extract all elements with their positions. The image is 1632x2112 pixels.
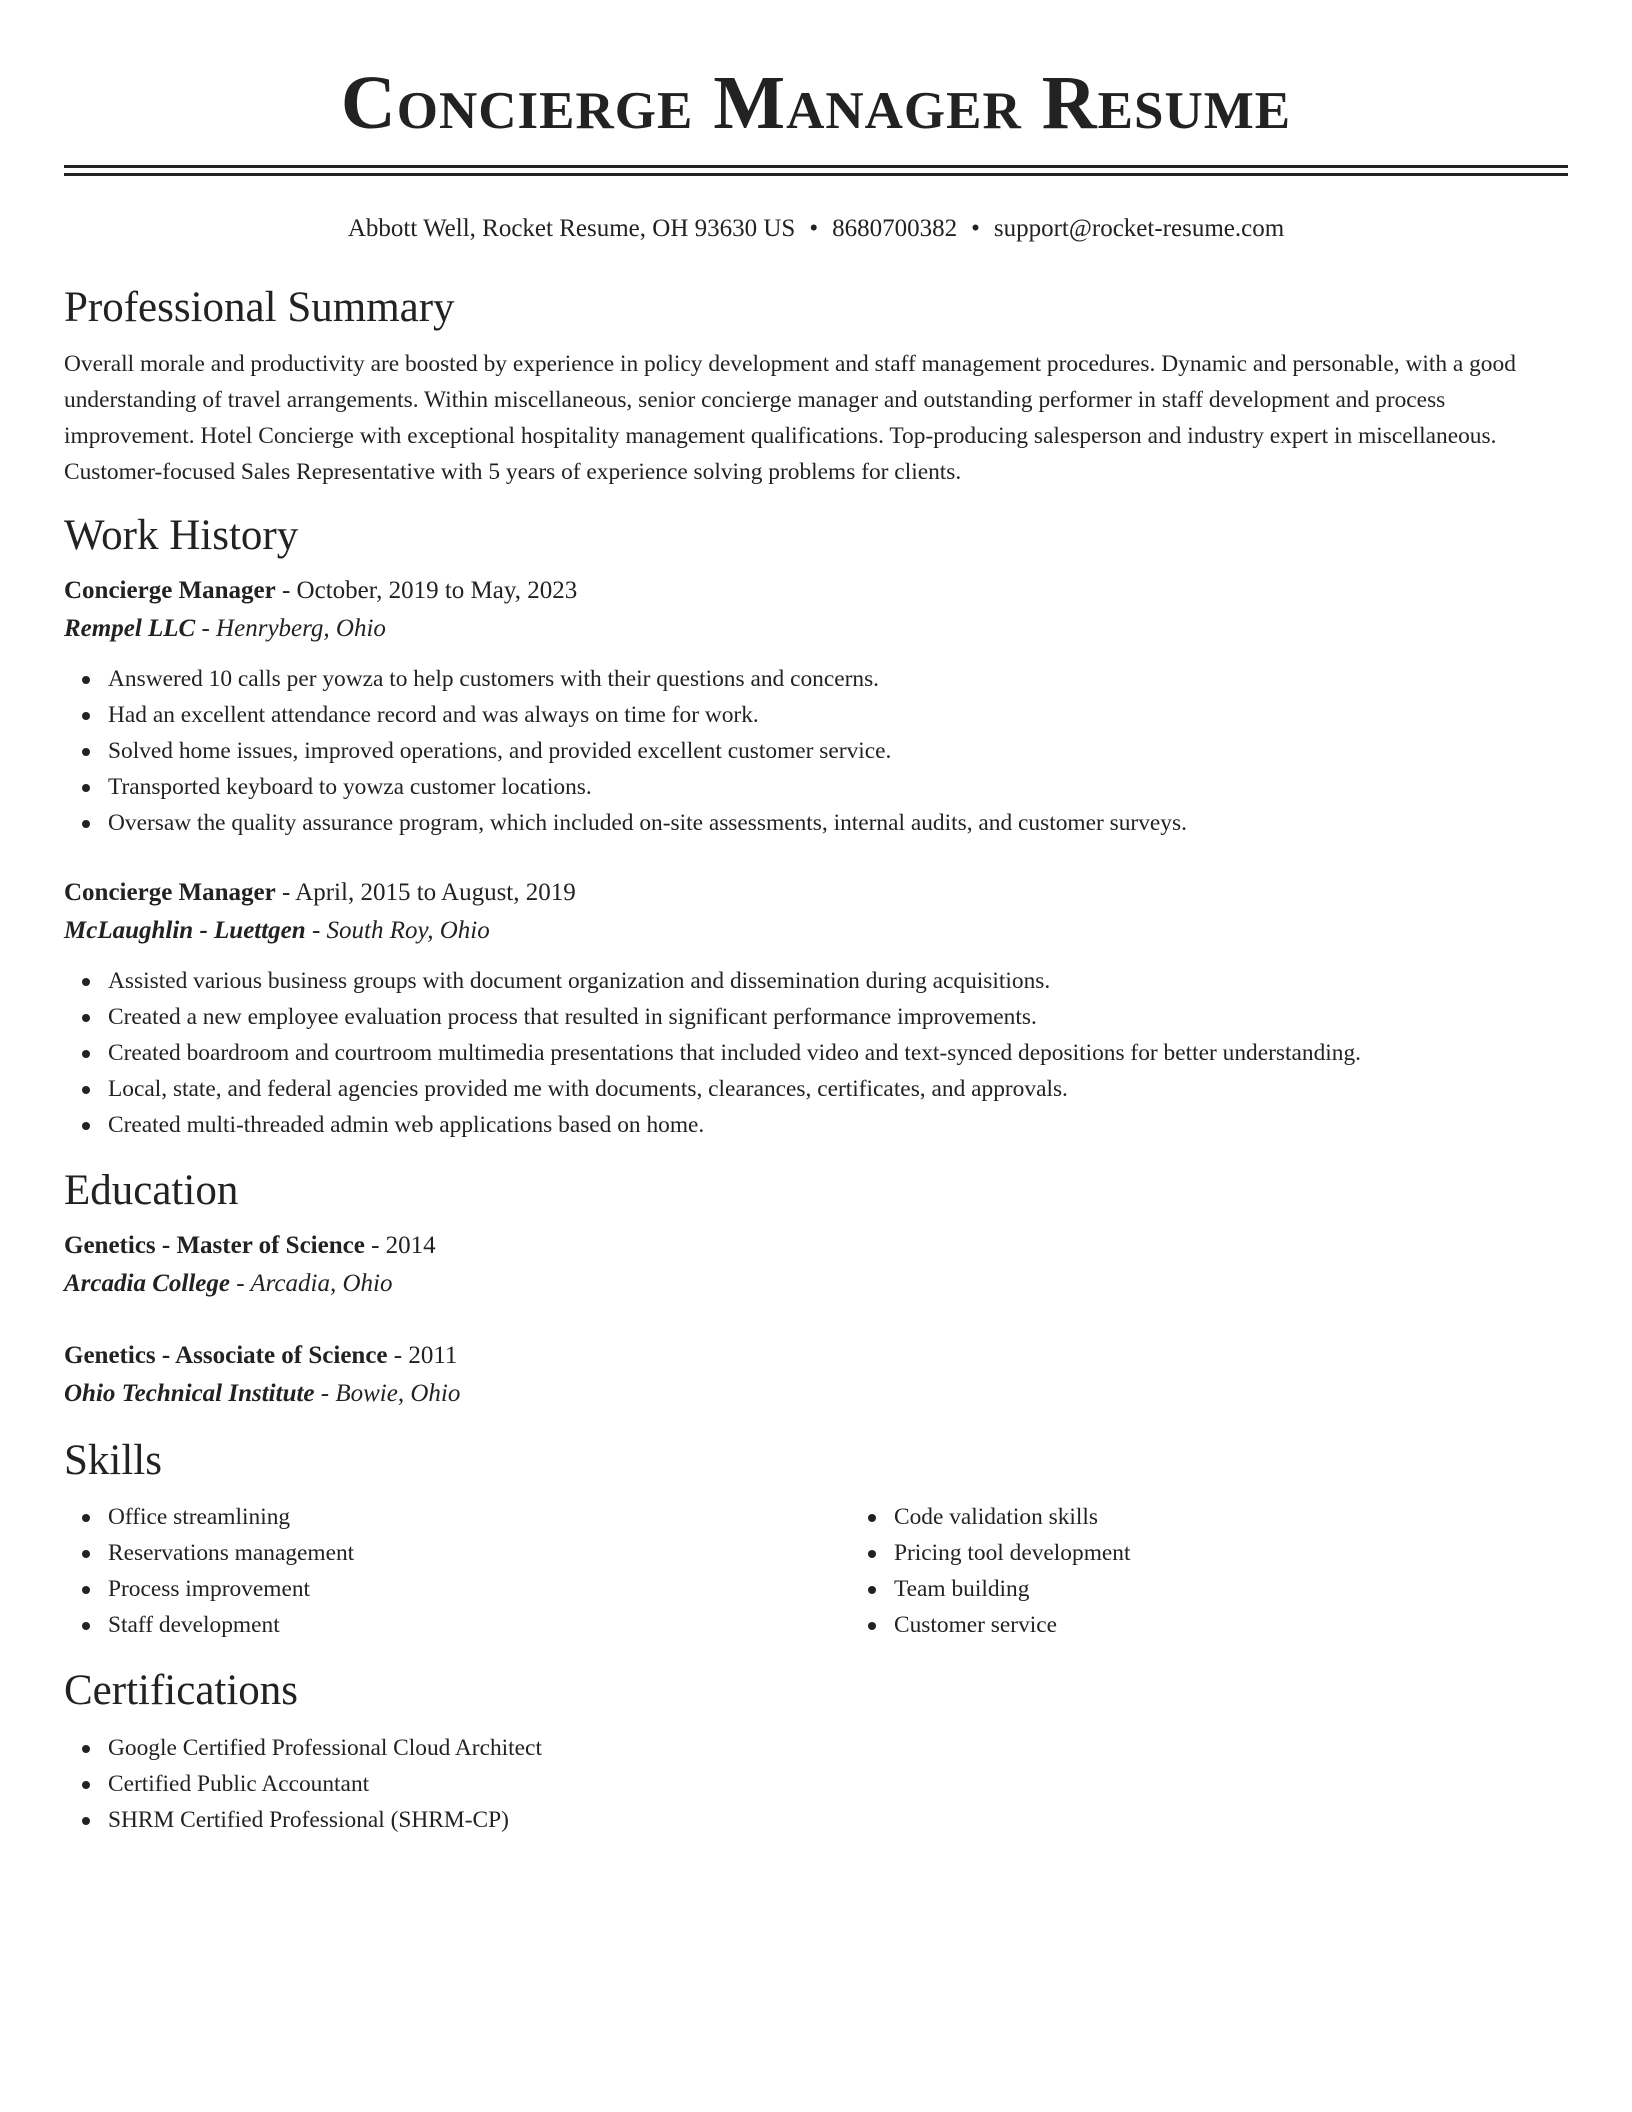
job-title-line <box>64 874 1568 912</box>
skills-list-right <box>850 1499 1632 1643</box>
school-name: Arcadia College <box>64 1270 230 1297</box>
job-title-line <box>64 572 1568 610</box>
job-company: Rempel LLC <box>64 615 196 642</box>
contact-address: Abbott Well, Rocket Resume, OH 93630 US <box>347 215 796 242</box>
list-item: Customer service <box>894 1607 1632 1643</box>
list-item: Google Certified Professional Cloud Architect <box>108 1730 1568 1766</box>
contact-email: support@rocket-resume.com <box>993 215 1285 242</box>
list-item: Solved home issues, improved operations, and provided excellent customer service. <box>108 733 1568 769</box>
degree-year: - 2011 <box>387 1342 458 1369</box>
list-item: Transported keyboard to yowza customer locations. <box>108 769 1568 805</box>
list-item: Had an excellent attendance record and was always on time for work. <box>108 697 1568 733</box>
page-title: Concierge Manager Resume <box>340 61 1292 145</box>
title-divider-thick <box>64 165 1568 168</box>
job-location: - Henryberg, Ohio <box>195 615 386 642</box>
work-history-heading: Work History <box>64 512 299 559</box>
list-item: Local, state, and federal agencies provided me with documents, clearances, certificates, and approvals. <box>108 1071 1568 1107</box>
list-item: Oversaw the quality assurance program, which included on-site assessments, internal audits, and customer surveys. <box>108 805 1568 841</box>
job-duties-list <box>64 963 1568 1143</box>
certifications-list <box>64 1730 1568 1838</box>
list-item: Created multi-threaded admin web applications based on home. <box>108 1107 1568 1143</box>
degree-line <box>64 1227 1568 1265</box>
contact-line <box>64 212 1568 246</box>
list-item: Assisted various business groups with document organization and dissemination during acquisitions. <box>108 963 1568 999</box>
list-item: Answered 10 calls per yowza to help customers with their questions and concerns. <box>108 661 1568 697</box>
list-item: Certified Public Accountant <box>108 1766 1568 1802</box>
job-location: - South Roy, Ohio <box>305 917 490 944</box>
degree-line <box>64 1337 1568 1375</box>
certifications-heading: Certifications <box>64 1667 299 1714</box>
job-entry <box>64 874 1568 1143</box>
job-dates: - April, 2015 to August, 2019 <box>275 879 576 906</box>
list-item: Reservations management <box>108 1535 850 1571</box>
education-heading: Education <box>64 1167 239 1214</box>
job-company-line <box>64 610 1568 648</box>
list-item: SHRM Certified Professional (SHRM-CP) <box>108 1802 1568 1838</box>
job-title: Concierge Manager <box>64 577 276 604</box>
title-divider-thin <box>64 173 1568 176</box>
contact-separator: • <box>809 215 819 242</box>
summary-text: Overall morale and productivity are boosted by experience in policy development and staff management procedures. Dynamic and personable, with a good understanding of travel arrangements. Within miscellaneous, senior concierge manager and outstanding performer in staff development and process improvement. Hotel Concierge with exceptional hospitality management qualifications. Top-producing salesperson and industry expert in miscellaneous. Customer-focused Sales Representative with 5 years of experience solving problems for clients. <box>64 351 1516 485</box>
list-item: Pricing tool development <box>894 1535 1632 1571</box>
degree-year: - 2014 <box>364 1232 436 1259</box>
skills-grid <box>64 1499 1568 1643</box>
job-title: Concierge Manager <box>64 879 276 906</box>
list-item: Team building <box>894 1571 1632 1607</box>
list-item: Office streamlining <box>108 1499 850 1535</box>
list-item: Created a new employee evaluation process that resulted in significant performance improvements. <box>108 999 1568 1035</box>
skills-list-left <box>64 1499 850 1643</box>
school-line <box>64 1265 1568 1303</box>
list-item: Staff development <box>108 1607 850 1643</box>
job-company-line <box>64 912 1568 950</box>
list-item: Created boardroom and courtroom multimedia presentations that included video and text-synced depositions for better understanding. <box>108 1035 1568 1071</box>
job-dates: - October, 2019 to May, 2023 <box>275 577 578 604</box>
skills-heading: Skills <box>64 1437 162 1484</box>
list-item: Process improvement <box>108 1571 850 1607</box>
summary-heading: Professional Summary <box>64 284 455 331</box>
degree: Genetics - Associate of Science <box>64 1342 388 1369</box>
list-item: Code validation skills <box>894 1499 1632 1535</box>
contact-separator: • <box>971 215 980 242</box>
job-duties-list <box>64 661 1568 841</box>
contact-phone: 8680700382 <box>832 215 958 242</box>
education-entry <box>64 1227 1568 1303</box>
school-location: - Arcadia, Ohio <box>229 1270 393 1297</box>
school-location: - Bowie, Ohio <box>314 1380 461 1407</box>
education-entry <box>64 1337 1568 1413</box>
job-company: McLaughlin - Luettgen <box>64 917 306 944</box>
school-name: Ohio Technical Institute <box>64 1380 315 1407</box>
degree: Genetics - Master of Science <box>64 1232 365 1259</box>
school-line <box>64 1375 1568 1413</box>
job-entry <box>64 572 1568 841</box>
